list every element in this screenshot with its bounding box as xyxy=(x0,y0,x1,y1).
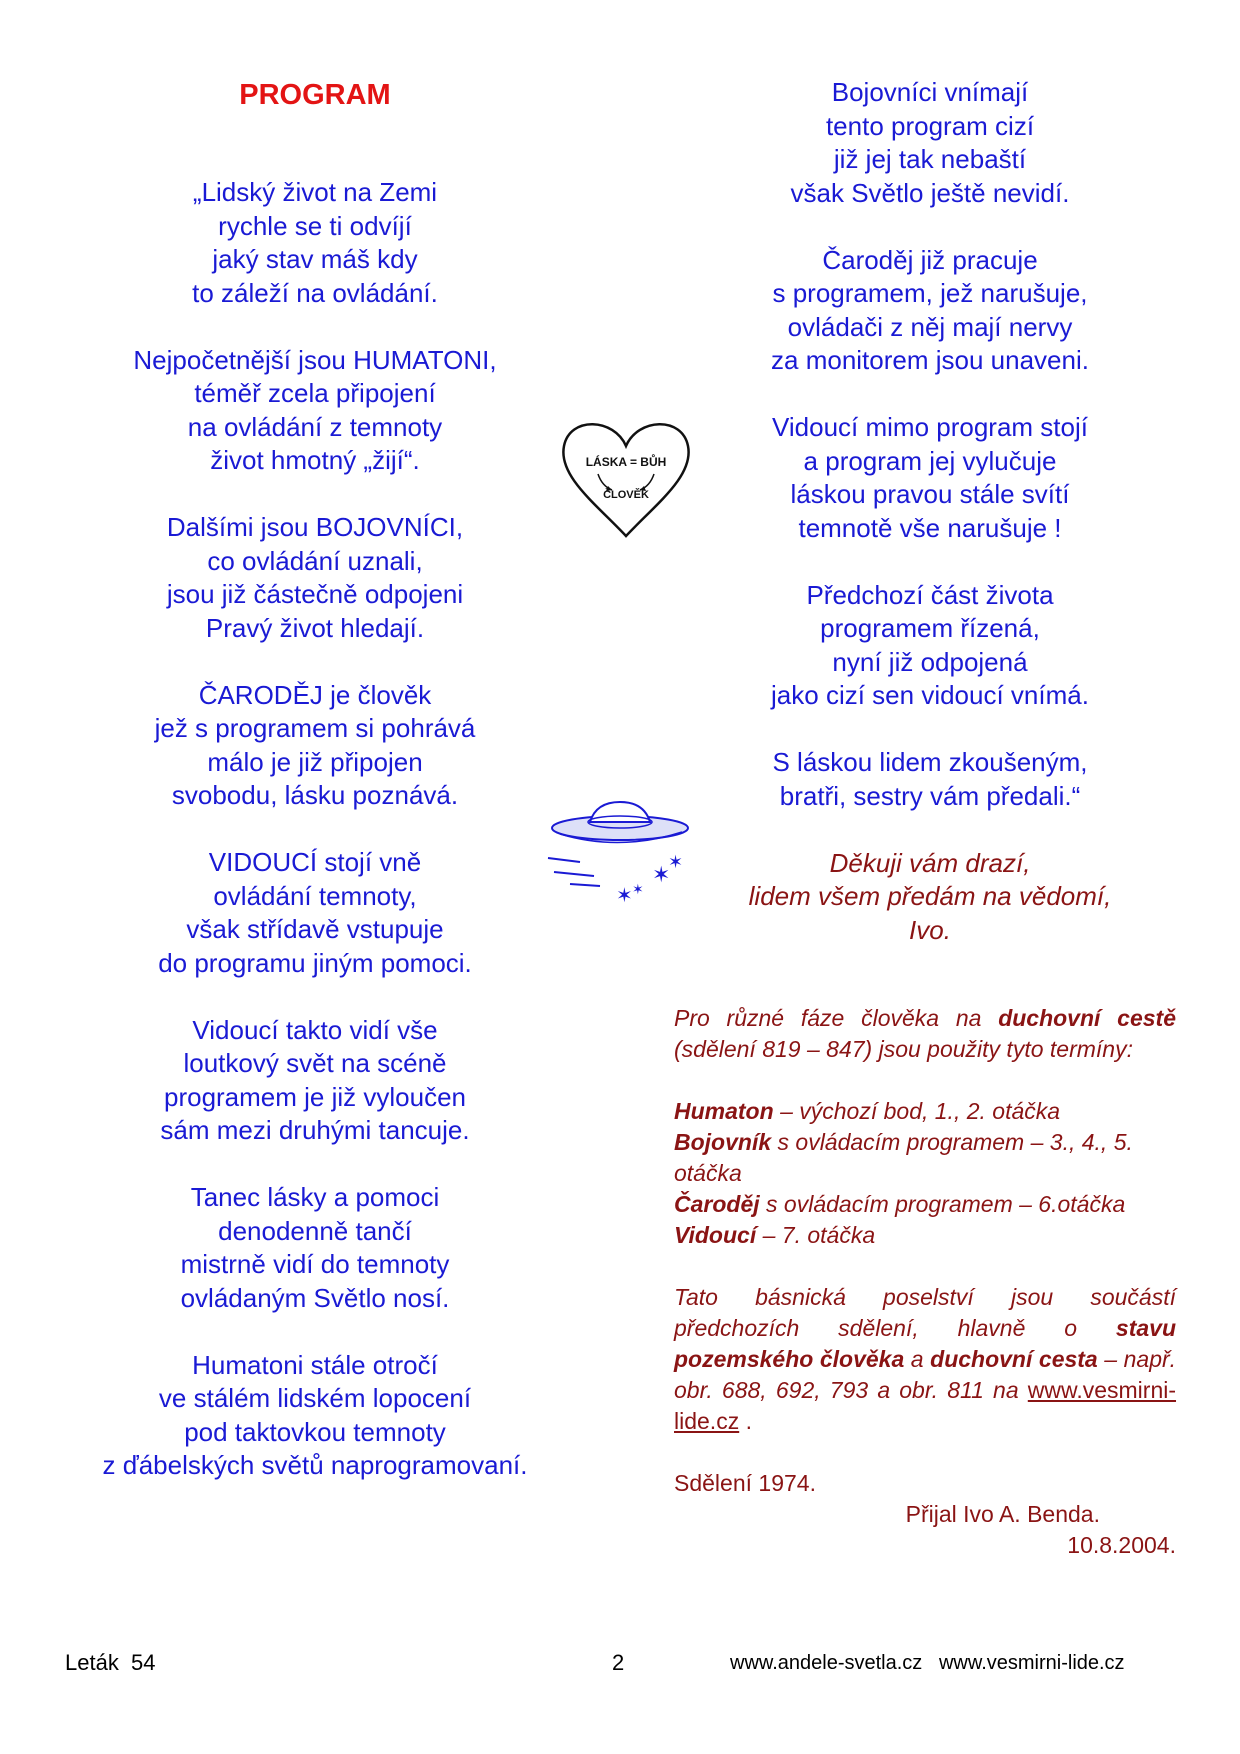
left-column xyxy=(60,76,570,1516)
verse-line: láskou pravou stále svítí xyxy=(790,479,1070,509)
notes-intro xyxy=(674,1003,1176,1065)
verse-line: loutkový svět na scéně xyxy=(183,1048,447,1078)
stanza xyxy=(60,176,570,310)
term-line xyxy=(674,1127,1176,1189)
verse-line: za monitorem jsou unaveni. xyxy=(771,345,1089,375)
verse-line: však Světlo ještě nevidí. xyxy=(790,177,1070,208)
notes-context-text: a xyxy=(910,1346,924,1372)
verse-line: ČARODĚJ je člověk xyxy=(198,679,432,710)
stanza xyxy=(700,244,1160,378)
verse-line: téměř zcela připojení xyxy=(194,378,436,408)
verse-line: Nejpočetnější jsou HUMATONI, xyxy=(133,344,497,375)
verse-line: Dalšími jsou BOJOVNÍCI, xyxy=(166,512,464,542)
notes-intro-text: (sdělení 819 – 847) jsou použity tyto termíny: xyxy=(674,1036,1133,1062)
verse-line: Pravý život hledají. xyxy=(205,612,425,643)
verse-line: Bojovníci vnímají xyxy=(831,77,1029,107)
verse-line: S láskou lidem zkoušeným, xyxy=(772,747,1088,777)
verse-line: temnotě vše narušuje ! xyxy=(798,512,1062,543)
footer-links: www.andele-svetla.cz www.vesmirni-lide.cz xyxy=(730,1652,1125,1674)
term-name: Vidoucí xyxy=(674,1222,757,1248)
verse-line: jsou již částečně odpojeni xyxy=(166,579,464,609)
verse-line: nyní již odpojená xyxy=(832,646,1028,677)
stanza xyxy=(700,746,1160,813)
sdeleni-text: Sdělení 1974. xyxy=(674,1470,816,1496)
verse-line: Čaroděj již pracuje xyxy=(822,244,1038,275)
verse-line: programem řízená, xyxy=(820,613,1040,643)
verse-line: a program jej vylučuje xyxy=(803,445,1057,476)
vesmirni-lide-link[interactable]: www.vesmirni-lide.cz xyxy=(674,1377,1177,1434)
notes-block xyxy=(674,1003,1176,1561)
stanza xyxy=(60,511,570,645)
verse-line: „Lidský život na Zemi xyxy=(192,177,438,207)
stanza xyxy=(700,76,1160,210)
notes-context-text: – např. obr. 688, 692, 793 a obr. 811 na xyxy=(674,1346,1177,1403)
stanza xyxy=(60,1014,570,1148)
verse-line: jaký stav máš kdy xyxy=(212,244,418,274)
date-text: 10.8.2004. xyxy=(1067,1532,1176,1558)
verse-line: programem je již vyloučen xyxy=(163,1081,466,1112)
notes-context xyxy=(674,1282,1176,1437)
verse-line: málo je již připojen xyxy=(207,746,423,777)
verse-line: ovládaným Světlo nosí. xyxy=(180,1282,450,1313)
verse-line: ovládači z něj mají nervy xyxy=(787,311,1073,342)
thanks-line: Děkuji vám drazí, xyxy=(829,847,1031,878)
verse-line: Humatoni stále otročí xyxy=(192,1349,438,1380)
left-stanzas xyxy=(60,176,570,1483)
stanza xyxy=(60,679,570,813)
stanza xyxy=(60,1181,570,1315)
star-icon: ✶ xyxy=(668,852,684,873)
term-description: s ovládacím programem – 3., 4., 5. otáčka xyxy=(674,1129,1133,1186)
verse-line: z ďábelských světů naprogramovaní. xyxy=(102,1450,528,1480)
term-description: – výchozí bod, 1., 2. otáčka xyxy=(780,1098,1061,1124)
thanks-line: Ivo. xyxy=(909,914,951,945)
verse-line: jež s programem si pohrává xyxy=(154,713,476,743)
notes-context-text: Tato básnická poselství jsou součástí předchozích sdělení, hlavně o xyxy=(674,1284,1176,1341)
thanks-line: lidem všem předám na vědomí, xyxy=(748,881,1112,911)
term-description: – 7. otáčka xyxy=(762,1222,876,1248)
verse-line: mistrně vidí do temnoty xyxy=(180,1249,450,1279)
verse-line: co ovládání uznali, xyxy=(207,545,423,576)
heart-illustration xyxy=(556,412,696,540)
right-stanzas xyxy=(700,76,1160,813)
stanza xyxy=(700,579,1160,713)
heart-outline-icon xyxy=(563,424,688,536)
heart-text-bottom: ČLOVĚK xyxy=(603,489,649,501)
right-column xyxy=(700,76,1160,981)
page-title: PROGRAM xyxy=(239,79,391,111)
notes-context-text: . xyxy=(745,1408,752,1434)
verse-line: svobodu, lásku poznává. xyxy=(171,780,459,810)
received-by: Přijal Ivo A. Benda. xyxy=(905,1501,1100,1527)
star-icon: ✶ xyxy=(632,882,644,898)
verse-line: Vidoucí takto vidí vše xyxy=(192,1014,438,1045)
stanza xyxy=(60,846,570,980)
verse-line: tento program cizí xyxy=(825,110,1035,141)
verse-line: bratři, sestry vám předali.“ xyxy=(779,780,1081,811)
stanza xyxy=(700,411,1160,545)
notes-context-bold: stavu pozemského člověka xyxy=(674,1315,1177,1372)
notes-context-bold: duchovní cesta xyxy=(930,1346,1098,1372)
verse-line: ve stálém lidském lopocení xyxy=(158,1383,472,1413)
verse-line: denodenně tančí xyxy=(218,1215,412,1246)
term-line xyxy=(674,1189,1176,1220)
verse-line: však střídavě vstupuje xyxy=(186,914,444,944)
term-name: Čaroděj xyxy=(674,1191,760,1217)
stanza xyxy=(60,344,570,478)
verse-line: pod taktovkou temnoty xyxy=(184,1416,446,1447)
verse-line: Vidoucí mimo program stojí xyxy=(772,412,1088,442)
verse-line: to záleží na ovládání. xyxy=(192,277,438,308)
verse-line: rychle se ti odvíjí xyxy=(218,210,412,241)
arrow-icon xyxy=(640,474,654,490)
verse-line: na ovládání z temnoty xyxy=(187,411,443,442)
verse-line: Tanec lásky a pomoci xyxy=(190,1182,440,1212)
verse-line: sám mezi druhými tancuje. xyxy=(160,1115,470,1145)
term-description: s ovládacím programem – 6.otáčka xyxy=(766,1191,1126,1217)
stanza xyxy=(60,1349,570,1483)
verse-line: do programu jiným pomoci. xyxy=(158,947,472,978)
term-name: Humaton xyxy=(674,1098,774,1124)
verse-line: život hmotný „žijí“. xyxy=(210,445,420,475)
verse-line: již jej tak nebaští xyxy=(833,144,1027,174)
verse-line: Předchozí část života xyxy=(806,579,1054,610)
notes-intro-text: Pro různé fáze člověka na xyxy=(674,1005,982,1031)
arrow-icon xyxy=(598,474,612,490)
star-icon: ✶ xyxy=(652,863,671,888)
page-number: 2 xyxy=(612,1650,625,1675)
thanks-stanza xyxy=(700,847,1160,948)
ufo-illustration xyxy=(540,792,710,912)
term-line xyxy=(674,1096,1176,1127)
term-line xyxy=(674,1220,1176,1251)
verse-line: VIDOUCÍ stojí vně xyxy=(208,847,422,877)
verse-line: s programem, jež narušuje, xyxy=(772,278,1088,308)
verse-line: jako cizí sen vidoucí vnímá. xyxy=(771,680,1089,710)
leaflet-number: Leták 54 xyxy=(65,1650,156,1675)
verse-line: ovládání temnoty, xyxy=(213,880,417,911)
terms-list xyxy=(674,1096,1176,1251)
term-name: Bojovník xyxy=(674,1129,772,1155)
heart-text-top: LÁSKA = BŮH xyxy=(585,455,667,469)
ufo-dome-icon xyxy=(590,802,650,822)
notes-intro-bold: duchovní cestě xyxy=(998,1005,1176,1031)
star-icon: ✶ xyxy=(616,883,633,907)
